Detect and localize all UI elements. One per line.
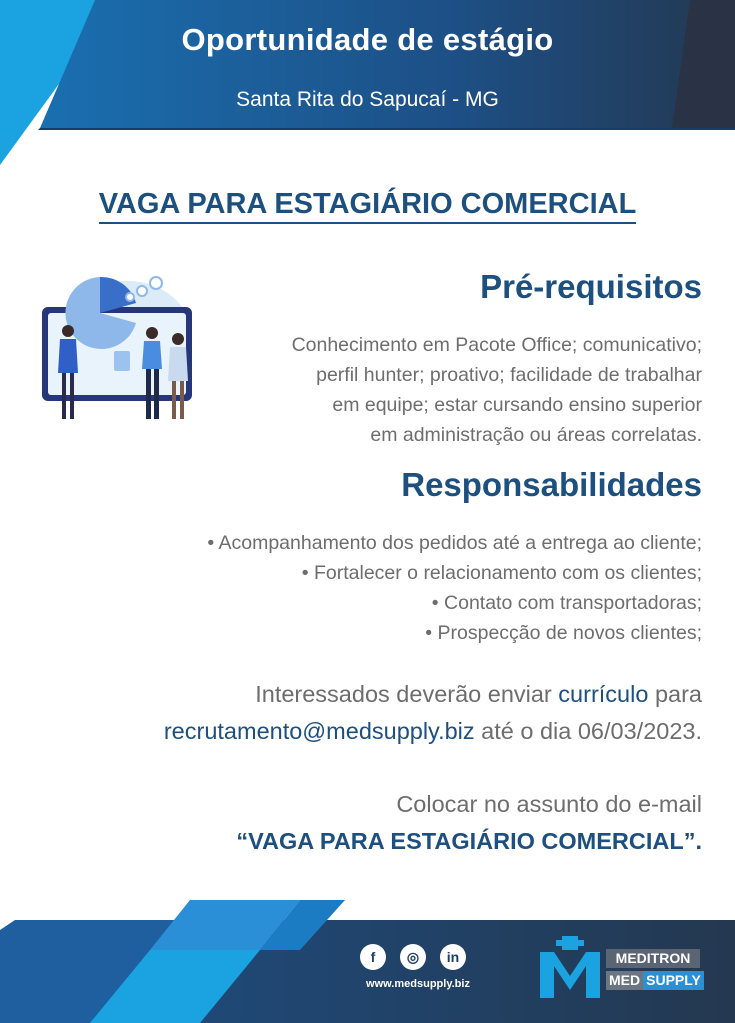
list-item: • Contato com transportadoras;: [431, 592, 702, 614]
cta-line-2: [22, 713, 702, 750]
header-subtitle: Santa Rita do Sapucaí - MG: [236, 88, 499, 111]
email-subject-instructions: [22, 786, 702, 860]
logo-medsupply: [606, 971, 700, 990]
list-item: • Prospecção de novos clientes;: [425, 622, 702, 644]
person-head: [62, 325, 74, 337]
responsibilities-title: Responsabilidades: [401, 466, 702, 503]
requirements-line: perfil hunter; proativo; facilidade de trabalhar: [316, 364, 702, 386]
logo-meditron-text: MEDITRON: [606, 949, 700, 968]
application-instructions: [22, 676, 702, 750]
logo-med-text: MED: [606, 971, 643, 990]
cta-line-1: [22, 676, 702, 713]
person-leg: [70, 373, 74, 419]
header-title: Oportunidade de estágio: [181, 22, 554, 57]
social-links: [360, 944, 466, 970]
person-head: [146, 327, 158, 339]
person-leg: [62, 373, 66, 419]
cta-suffix: para: [648, 681, 702, 707]
email-link[interactable]: recrutamento@medsupply.biz: [163, 718, 475, 744]
person-body: [58, 339, 78, 373]
subject-value: “VAGA PARA ESTAGIÁRIO COMERCIAL”.: [236, 828, 702, 854]
team-illustration: [38, 265, 200, 430]
cta-highlight: currículo: [558, 681, 649, 707]
requirements-line: Conhecimento em Pacote Office; comunicativo;: [291, 334, 702, 356]
coin-icon: [150, 277, 162, 289]
website-link[interactable]: www.medsupply.biz: [366, 978, 470, 990]
person-body: [168, 347, 188, 381]
linkedin-icon[interactable]: in: [440, 944, 466, 970]
person-head: [172, 333, 184, 345]
shopping-bag-icon: [114, 351, 130, 371]
person-leg: [172, 381, 176, 419]
list-item: • Fortalecer o relacionamento com os clientes;: [301, 562, 702, 584]
facebook-icon[interactable]: f: [360, 944, 386, 970]
subject-label: Colocar no assunto do e-mail: [396, 791, 702, 817]
requirements-line: em equipe; estar cursando ensino superior: [332, 394, 702, 416]
meditron-logo-mark: [540, 936, 602, 1000]
company-logo: [540, 936, 705, 1000]
requirements-line: em administração ou áreas correlatas.: [370, 424, 702, 446]
cta-prefix: Interessados deverão enviar: [255, 681, 559, 707]
requirements-title: Pré-requisitos: [480, 268, 702, 305]
header-banner: [0, 0, 735, 170]
coin-icon: [137, 286, 147, 296]
requirements-text: [202, 330, 702, 450]
person-leg: [146, 369, 151, 419]
person-leg: [180, 381, 184, 419]
list-item: • Acompanhamento dos pedidos até a entrega ao cliente;: [207, 532, 702, 554]
responsibilities-list: [62, 528, 702, 648]
job-title-text: VAGA PARA ESTAGIÁRIO COMERCIAL: [99, 188, 637, 224]
logo-supply-text: SUPPLY: [643, 971, 704, 990]
coin-icon: [126, 293, 134, 301]
deadline-text: até o dia 06/03/2023.: [474, 718, 702, 744]
job-title: [0, 188, 735, 221]
instagram-icon[interactable]: ◎: [400, 944, 426, 970]
person-leg: [154, 369, 159, 419]
person-body: [142, 341, 162, 369]
